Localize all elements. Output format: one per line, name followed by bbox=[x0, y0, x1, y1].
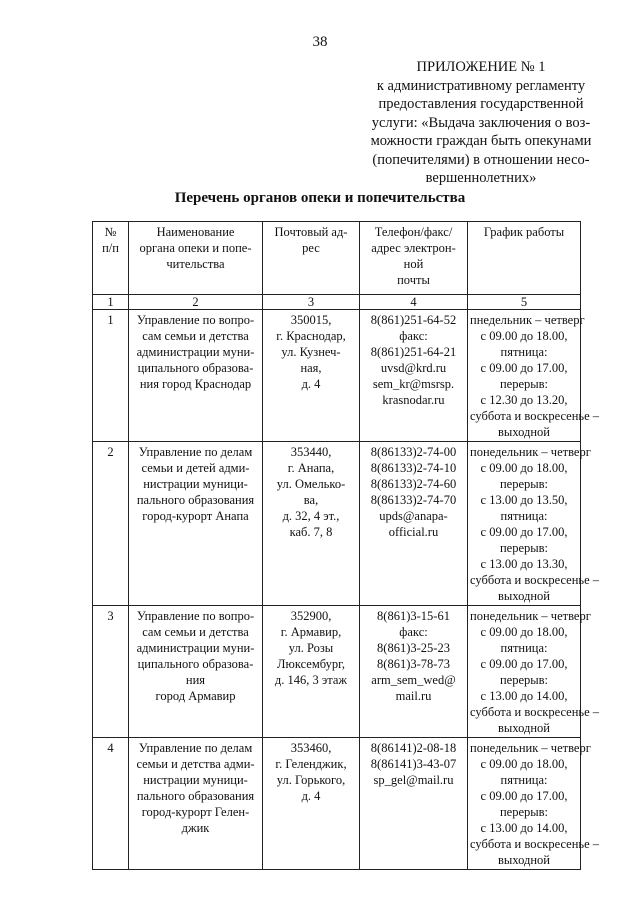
table-row bbox=[93, 606, 581, 738]
schedule-line: с 09.00 до 17.00, bbox=[480, 789, 568, 803]
header-schedule bbox=[468, 222, 581, 295]
name-line: ния город Краснодар bbox=[139, 377, 252, 391]
header-line: Телефон/факс/ bbox=[374, 225, 453, 239]
address-line: д. 4 bbox=[301, 377, 321, 391]
address-line: ул. Кузнеч- bbox=[281, 345, 341, 359]
schedule-line: с 09.00 до 18.00, bbox=[480, 757, 568, 771]
contacts bbox=[360, 606, 468, 738]
address-line: д. 146, 3 этаж bbox=[274, 673, 348, 687]
postal-address bbox=[263, 442, 360, 606]
appendix-line: предоставления государственной bbox=[378, 96, 584, 112]
header-line: п/п bbox=[102, 241, 119, 255]
table-row bbox=[93, 442, 581, 606]
schedule-line: перерыв: bbox=[499, 477, 549, 491]
work-schedule bbox=[468, 310, 600, 442]
authority-name bbox=[129, 442, 263, 606]
name-line: сам семьи и детства bbox=[142, 329, 249, 343]
schedule-line: понедельник – четверг bbox=[470, 609, 591, 623]
address-line: Люксембург, bbox=[277, 657, 345, 671]
contacts bbox=[360, 310, 468, 442]
contact-line: 8(861)251-64-52 bbox=[370, 313, 457, 327]
schedule-line: с 13.00 до 14.00, bbox=[480, 689, 568, 703]
schedule-line: перерыв: bbox=[499, 541, 549, 555]
contact-line: official.ru bbox=[388, 525, 439, 539]
header-line: № bbox=[104, 225, 117, 239]
contact-line: факс: bbox=[399, 625, 428, 639]
schedule-line: выходной bbox=[498, 853, 550, 867]
address-line: ная, bbox=[300, 361, 322, 375]
schedule-line: пятница: bbox=[500, 509, 548, 523]
header-line: почты bbox=[397, 273, 430, 287]
name-line: администрации муни- bbox=[136, 641, 255, 655]
work-schedule bbox=[468, 442, 600, 606]
schedule-line: с 09.00 до 17.00, bbox=[480, 657, 568, 671]
contact-line: sp_gel@mail.ru bbox=[373, 773, 454, 787]
header-address bbox=[263, 222, 360, 295]
header-contacts bbox=[360, 222, 468, 295]
name-line: ния bbox=[185, 673, 206, 687]
column-number: 1 bbox=[93, 295, 129, 310]
column-number: 2 bbox=[129, 295, 263, 310]
address-line: 353440, bbox=[290, 445, 332, 459]
header-line: ной bbox=[403, 257, 424, 271]
header-num bbox=[93, 222, 129, 295]
row-number: 2 bbox=[93, 442, 129, 606]
schedule-line: выходной bbox=[498, 589, 550, 603]
schedule-line: с 09.00 до 18.00, bbox=[480, 329, 568, 343]
schedule-line: перерыв: bbox=[499, 805, 549, 819]
appendix-line: (попечителями) в отношении несо- bbox=[372, 151, 590, 168]
schedule-line: с 09.00 до 17.00, bbox=[480, 361, 568, 375]
name-line: Управление по делам bbox=[138, 445, 253, 459]
address-line: ул. Омелько- bbox=[276, 477, 346, 491]
work-schedule bbox=[468, 606, 600, 738]
name-line: пального образования bbox=[136, 493, 255, 507]
address-line: каб. 7, 8 bbox=[289, 525, 333, 539]
row-number: 4 bbox=[93, 738, 129, 870]
name-line: джик bbox=[181, 821, 210, 835]
header-line: чительства bbox=[166, 257, 225, 271]
address-line: ва, bbox=[303, 493, 319, 507]
header-line: органа опеки и попе- bbox=[139, 241, 252, 255]
address-line: 353460, bbox=[290, 741, 332, 755]
name-line: нистрации муници- bbox=[143, 773, 248, 787]
appendix-line: к административному регламенту bbox=[376, 77, 586, 94]
schedule-line: суббота и воскресенье – bbox=[470, 573, 600, 587]
schedule-line: выходной bbox=[498, 721, 550, 735]
name-line: семьи и детей адми- bbox=[141, 461, 250, 475]
schedule-line: перерыв: bbox=[499, 377, 549, 391]
schedule-line: суббота и воскресенье – bbox=[470, 705, 600, 719]
header-line: адрес электрон- bbox=[371, 241, 456, 255]
contacts bbox=[360, 738, 468, 870]
address-line: 352900, bbox=[290, 609, 332, 623]
name-line: ципального образова- bbox=[137, 361, 254, 375]
contact-line: 8(861)251-64-21 bbox=[370, 345, 457, 359]
contact-line: факс: bbox=[399, 329, 428, 343]
schedule-line: пнедельник – четверг bbox=[470, 313, 585, 327]
address-line: д. 4 bbox=[301, 789, 321, 803]
document-title: Перечень органов опеки и попечительства bbox=[174, 190, 466, 206]
authority-name bbox=[129, 310, 263, 442]
header-line: Наименование bbox=[156, 225, 235, 239]
authority-name bbox=[129, 738, 263, 870]
postal-address bbox=[263, 606, 360, 738]
appendix-line: услуги: «Выдача заключения о воз- bbox=[371, 114, 591, 131]
contacts bbox=[360, 442, 468, 606]
appendix-line: можности граждан быть опекунами bbox=[370, 133, 592, 149]
name-line: пального образования bbox=[136, 789, 255, 803]
table-row bbox=[93, 738, 581, 870]
header-row bbox=[93, 222, 581, 295]
contact-line: arm_sem_wed@ bbox=[371, 673, 456, 687]
schedule-line: с 09.00 до 18.00, bbox=[480, 625, 568, 639]
name-line: семьи и детства адми- bbox=[136, 757, 255, 771]
header-line: Почтовый ад- bbox=[274, 225, 348, 239]
contact-line: sem_kr@msrsp. bbox=[372, 377, 455, 391]
schedule-line: суббота и воскресенье – bbox=[470, 409, 600, 423]
contact-line: upds@anapa- bbox=[379, 509, 448, 523]
header-line: График работы bbox=[483, 225, 565, 239]
header-line: рес bbox=[302, 241, 320, 255]
authority-name bbox=[129, 606, 263, 738]
address-line: ул. Горького, bbox=[276, 773, 346, 787]
schedule-line: пятница: bbox=[500, 773, 548, 787]
address-line: ул. Розы bbox=[288, 641, 334, 655]
address-line: 350015, bbox=[290, 313, 332, 327]
contact-line: 8(86133)2-74-60 bbox=[370, 477, 457, 491]
postal-address bbox=[263, 738, 360, 870]
row-number: 1 bbox=[93, 310, 129, 442]
schedule-line: понедельник – четверг bbox=[470, 741, 591, 755]
contact-line: 8(861)3-78-73 bbox=[377, 657, 450, 671]
name-line: город-курорт Анапа bbox=[142, 509, 249, 523]
column-number: 5 bbox=[468, 295, 581, 310]
address-line: г. Краснодар, bbox=[276, 329, 346, 343]
name-line: Управление по делам bbox=[138, 741, 253, 755]
schedule-line: пятница: bbox=[500, 641, 548, 655]
contact-line: 8(861)3-15-61 bbox=[377, 609, 450, 623]
schedule-line: с 09.00 до 18.00, bbox=[480, 461, 568, 475]
name-line: ципального образова- bbox=[137, 657, 254, 671]
appendix-line: ПРИЛОЖЕНИЕ № 1 bbox=[416, 59, 546, 75]
appendix-line: вершеннолетних» bbox=[425, 170, 537, 186]
name-line: администрации муни- bbox=[136, 345, 255, 359]
schedule-line: с 13.00 до 14.00, bbox=[480, 821, 568, 835]
schedule-line: выходной bbox=[498, 425, 550, 439]
column-number-row bbox=[93, 295, 581, 310]
page-number: 38 bbox=[312, 34, 328, 50]
name-line: Управление по вопро- bbox=[136, 609, 255, 623]
postal-address bbox=[263, 310, 360, 442]
contact-line: 8(86133)2-74-00 bbox=[370, 445, 457, 459]
contact-line: krasnodar.ru bbox=[382, 393, 445, 407]
schedule-line: с 13.00 до 13.50, bbox=[480, 493, 568, 507]
schedule-line: пятница: bbox=[500, 345, 548, 359]
address-line: г. Армавир, bbox=[280, 625, 342, 639]
contact-line: uvsd@krd.ru bbox=[380, 361, 447, 375]
guardianship-table bbox=[92, 221, 600, 870]
schedule-line: суббота и воскресенье – bbox=[470, 837, 600, 851]
name-line: сам семьи и детства bbox=[142, 625, 249, 639]
name-line: город Армавир bbox=[155, 689, 236, 703]
header-name bbox=[129, 222, 263, 295]
appendix-block bbox=[356, 58, 606, 188]
name-line: город-курорт Гелен- bbox=[141, 805, 250, 819]
contact-line: mail.ru bbox=[395, 689, 432, 703]
address-line: г. Анапа, bbox=[287, 461, 335, 475]
schedule-line: с 09.00 до 17.00, bbox=[480, 525, 568, 539]
row-number: 3 bbox=[93, 606, 129, 738]
address-line: д. 32, 4 эт., bbox=[282, 509, 340, 523]
contact-line: 8(86133)2-74-70 bbox=[370, 493, 457, 507]
contact-line: 8(86141)2-08-18 bbox=[370, 741, 457, 755]
contact-line: 8(86141)3-43-07 bbox=[370, 757, 457, 771]
contact-line: 8(86133)2-74-10 bbox=[370, 461, 457, 475]
work-schedule bbox=[468, 738, 600, 870]
schedule-line: с 12.30 до 13.20, bbox=[480, 393, 568, 407]
schedule-line: понедельник – четверг bbox=[470, 445, 591, 459]
table-row bbox=[93, 310, 581, 442]
schedule-line: перерыв: bbox=[499, 673, 549, 687]
address-line: г. Геленджик, bbox=[275, 757, 347, 771]
column-number: 3 bbox=[263, 295, 360, 310]
contact-line: 8(861)3-25-23 bbox=[377, 641, 450, 655]
column-number: 4 bbox=[360, 295, 468, 310]
schedule-line: с 13.00 до 13.30, bbox=[480, 557, 568, 571]
name-line: Управление по вопро- bbox=[136, 313, 255, 327]
name-line: нистрации муници- bbox=[143, 477, 248, 491]
